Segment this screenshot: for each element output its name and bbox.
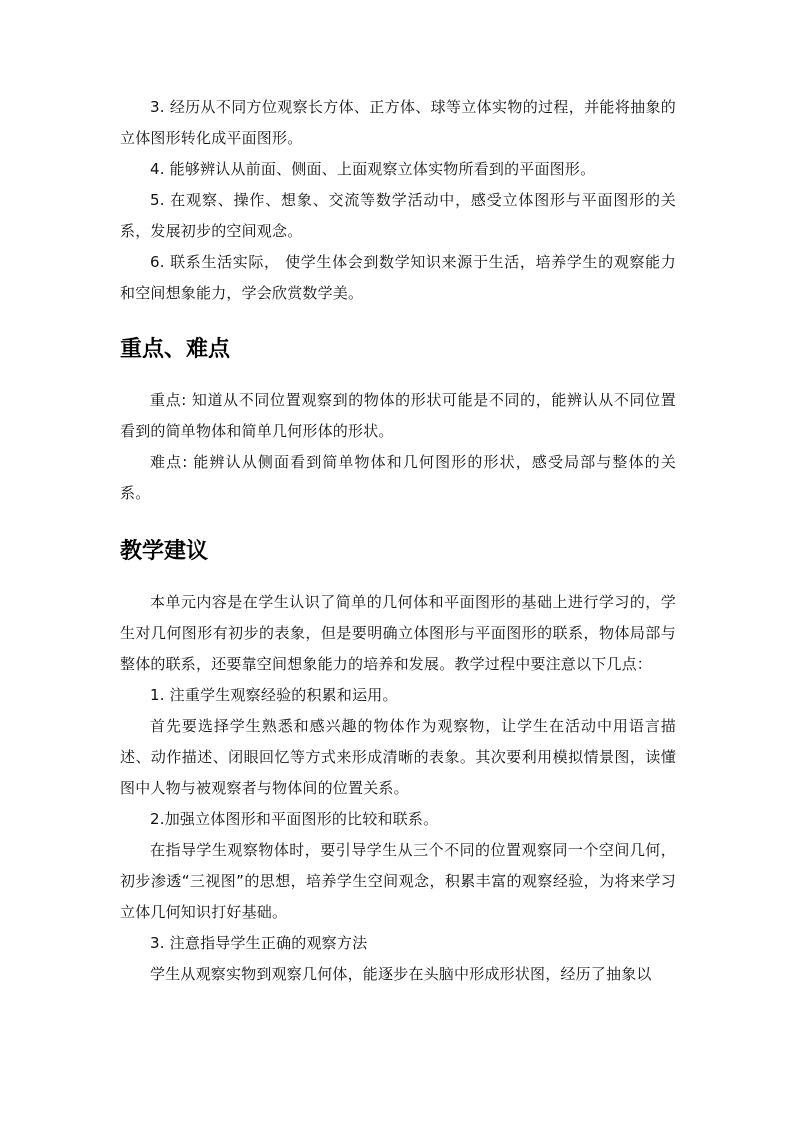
section-heading-focus: 重点、难点: [120, 337, 231, 362]
section-heading-suggestions: 教学建议: [120, 539, 209, 564]
suggestion-item-3-title: 3. 注意指导学生正确的观察方法: [150, 934, 368, 952]
document-body: [120, 92, 676, 990]
key-point-paragraph: 重点: 知道从不同位置观察到的物体的形状可能是不同的，能辨认从不同位置看到的简单物体和简单几何形体的形状。: [120, 391, 676, 440]
objective-item-3: 3. 经历从不同方位观察长方体、正方体、球等立体实物的过程，并能将抽象的立体图形转化成平面图形。: [120, 98, 676, 147]
objective-item-4: 4. 能够辨认从前面、侧面、上面观察立体实物所看到的平面图形。: [150, 160, 596, 178]
suggestion-item-3-body: 学生从观察实物到观察几何体，能逐步在头脑中形成形状图，经历了抽象以: [150, 965, 652, 983]
objective-item-5: 5. 在观察、操作、想象、交流等数学活动中，感受立体图形与平面图形的关系，发展初步的空间观念。: [120, 191, 676, 240]
suggestions-intro-paragraph: 本单元内容是在学生认识了简单的几何体和平面图形的基础上进行学习的，学生对几何图形有初步的表象，但是要明确立体图形与平面图形的联系，物体局部与整体的联系，还要靠空间想象能力的培养和发展。教学过程中要注意以下几点：: [120, 593, 676, 673]
objective-item-6: 6. 联系生活实际， 使学生体会到数学知识来源于生活，培养学生的观察能力和空间想象能力，学会欣赏数学美。: [120, 253, 676, 302]
suggestion-item-2-body: 在指导学生观察物体时，要引导学生从三个不同的位置观察同一个空间几何，初步渗透“三视图”的思想，培养学生空间观念，积累丰富的观察经验，为将来学习立体几何知识打好基础。: [120, 841, 676, 921]
suggestion-item-1-title: 1. 注重学生观察经验的积累和运用。: [150, 686, 398, 704]
suggestion-item-2-title: 2.加强立体图形和平面图形的比较和联系。: [150, 810, 439, 828]
difficult-point-paragraph: 难点: 能辨认从侧面看到简单物体和几何图形的形状，感受局部与整体的关系。: [120, 453, 676, 502]
suggestion-item-1-body: 首先要选择学生熟悉和感兴趣的物体作为观察物，让学生在活动中用语言描述、动作描述、闭眼回忆等方式来形成清晰的表象。其次要利用模拟情景图，读懂图中人物与被观察者与物体间的位置关系。: [120, 717, 676, 797]
